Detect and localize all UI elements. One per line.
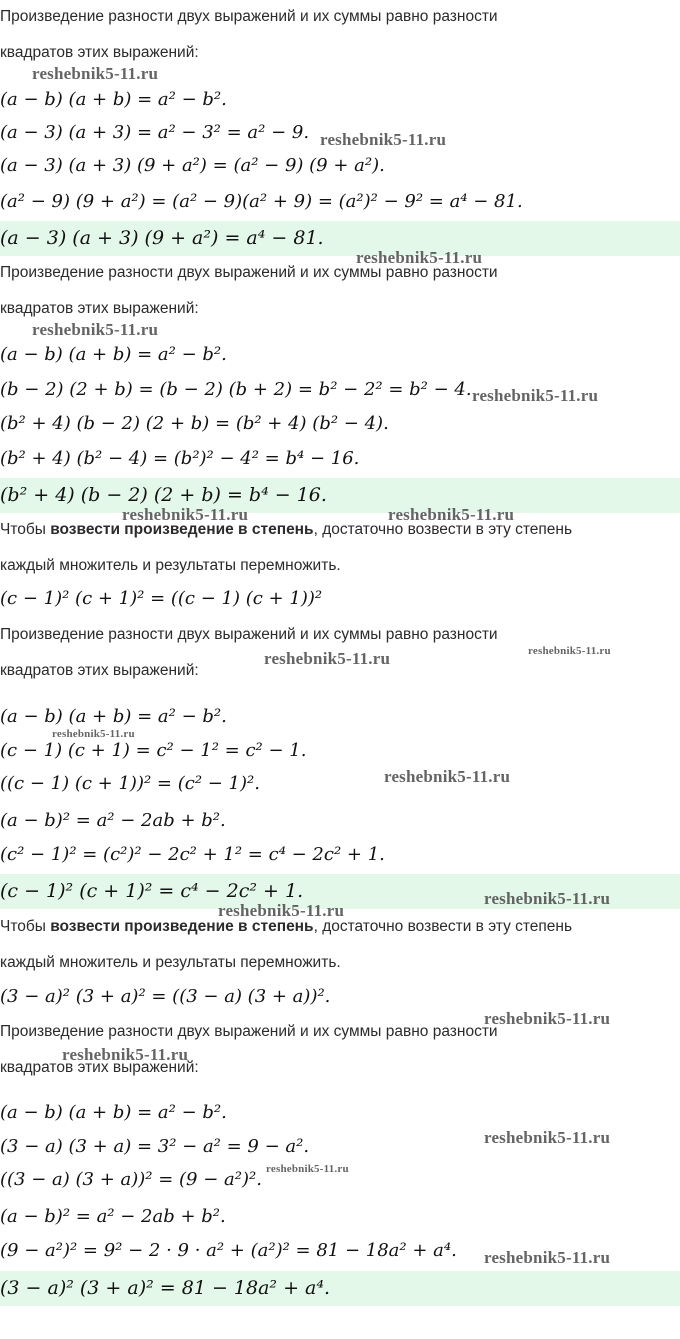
watermark: reshebnik5-11.ru: [484, 1128, 611, 1147]
block3-intro-line1: Произведение разности двух выражений и их суммы равно разности: [0, 626, 498, 643]
block4-rule-line1: Чтобы возвести произведение в степень, достаточно возвести в эту степень: [0, 918, 573, 935]
watermark: reshebnik5-11.ru: [484, 1248, 611, 1267]
block2-formula-3: (b² + 4) (b − 2) (2 + b) = (b² + 4) (b² − 4).: [0, 413, 389, 434]
watermark: reshebnik5-11.ru: [484, 1009, 611, 1028]
block1-formula-1: (a − b) (a + b) = a² − b².: [0, 89, 227, 110]
block4-result-highlight: [0, 1271, 680, 1306]
watermark: reshebnik5-11.ru: [528, 645, 611, 657]
watermark: reshebnik5-11.ru: [218, 901, 345, 920]
block3-intro-line2: квадратов этих выражений:: [0, 662, 199, 679]
watermark: reshebnik5-11.ru: [388, 505, 515, 524]
block3-rule-line2: каждый множитель и результаты перемножить.: [0, 557, 341, 574]
block1-intro-line1: Произведение разности двух выражений и их суммы равно разности: [0, 8, 498, 25]
block4-formula-2: (3 − a) (3 + a) = 3² − a² = 9 − a².: [0, 1136, 310, 1157]
block3-formula-1: (a − b) (a + b) = a² − b².: [0, 706, 227, 727]
watermark: reshebnik5-11.ru: [266, 1163, 349, 1175]
watermark: reshebnik5-11.ru: [32, 64, 159, 83]
block2-intro-line1: Произведение разности двух выражений и их суммы равно разности: [0, 264, 498, 281]
watermark: reshebnik5-11.ru: [32, 320, 159, 339]
block3-formula-3: ((c − 1) (c + 1))² = (c² − 1)².: [0, 773, 260, 794]
block1-result-highlight: [0, 221, 680, 256]
block3-rule-line1: Чтобы возвести произведение в степень, достаточно возвести в эту степень: [0, 521, 573, 538]
watermark: reshebnik5-11.ru: [122, 505, 249, 524]
block4-formula-3: ((3 − a) (3 + a))² = (9 − a²)².: [0, 1169, 262, 1190]
block1-formula-4: (a² − 9) (9 + a²) = (a² − 9)(a² + 9) = (a²)² − 9² = a⁴ − 81.: [0, 191, 523, 212]
watermark: reshebnik5-11.ru: [384, 767, 511, 786]
block4-rule-formula: (3 − a)² (3 + a)² = ((3 − a) (3 + a))².: [0, 986, 331, 1007]
block1-intro-line2: квадратов этих выражений:: [0, 44, 199, 61]
block4-result: (3 − a)² (3 + a)² = 81 − 18a² + a⁴.: [0, 1277, 331, 1299]
block3-formula-5: (c² − 1)² = (c²)² − 2c² + 1² = c⁴ − 2c² + 1.: [0, 844, 385, 865]
watermark: reshebnik5-11.ru: [264, 649, 391, 668]
watermark: reshebnik5-11.ru: [320, 130, 447, 149]
block4-formula-4: (a − b)² = a² − 2ab + b².: [0, 1206, 226, 1227]
watermark: reshebnik5-11.ru: [472, 386, 599, 405]
block2-intro-line2: квадратов этих выражений:: [0, 300, 199, 317]
block4-intro-line2: квадратов этих выражений:: [0, 1059, 199, 1076]
rule-bold-phrase: возвести произведение в степень: [50, 521, 314, 538]
block4-rule-line2: каждый множитель и результаты перемножить.: [0, 954, 341, 971]
block1-formula-3: (a − 3) (a + 3) (9 + a²) = (a² − 9) (9 + a²).: [0, 155, 385, 176]
watermark: reshebnik5-11.ru: [484, 889, 611, 908]
rule-bold-phrase: возвести произведение в степень: [50, 918, 314, 935]
block1-result: (a − 3) (a + 3) (9 + a²) = a⁴ − 81.: [0, 227, 324, 249]
block2-result: (b² + 4) (b − 2) (2 + b) = b⁴ − 16.: [0, 484, 327, 506]
block2-formula-4: (b² + 4) (b² − 4) = (b²)² − 4² = b⁴ − 16.: [0, 448, 360, 469]
block2-formula-1: (a − b) (a + b) = a² − b².: [0, 344, 227, 365]
block3-result: (c − 1)² (c + 1)² = c⁴ − 2c² + 1.: [0, 880, 304, 902]
block2-formula-2: (b − 2) (2 + b) = (b − 2) (b + 2) = b² − 2² = b² − 4.: [0, 379, 472, 400]
watermark: reshebnik5-11.ru: [52, 728, 135, 740]
block3-formula-2: (c − 1) (c + 1) = c² − 1² = c² − 1.: [0, 740, 307, 761]
block3-rule-formula: (c − 1)² (c + 1)² = ((c − 1) (c + 1))²: [0, 588, 323, 609]
block4-formula-1: (a − b) (a + b) = a² − b².: [0, 1102, 227, 1123]
block4-intro-line1: Произведение разности двух выражений и их суммы равно разности: [0, 1023, 498, 1040]
watermark: reshebnik5-11.ru: [356, 248, 483, 267]
block3-formula-4: (a − b)² = a² − 2ab + b².: [0, 810, 226, 831]
watermark: reshebnik5-11.ru: [62, 1045, 189, 1064]
block1-formula-2: (a − 3) (a + 3) = a² − 3² = a² − 9.: [0, 122, 310, 143]
block2-result-highlight: [0, 478, 680, 513]
block4-formula-5: (9 − a²)² = 9² − 2 · 9 · a² + (a²)² = 81 − 18a² + a⁴.: [0, 1240, 457, 1261]
